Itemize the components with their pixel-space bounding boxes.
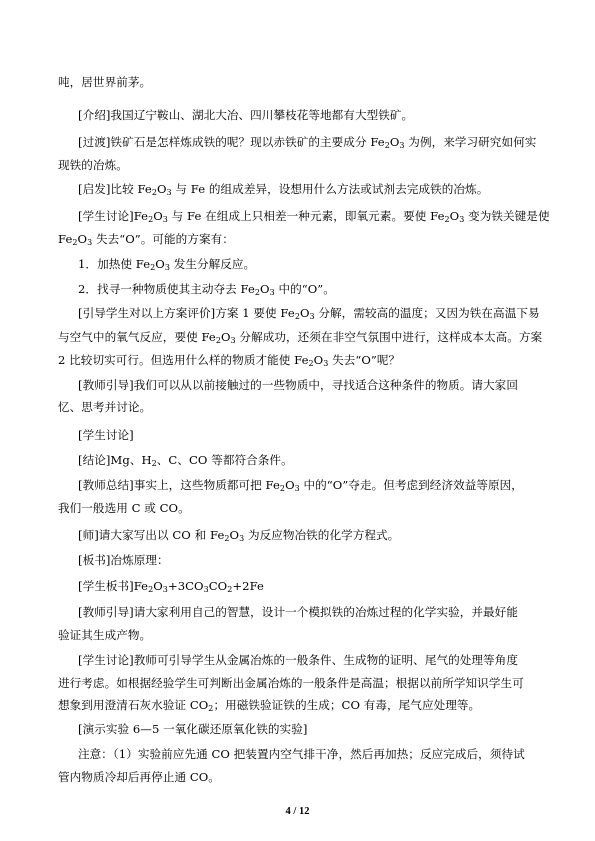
text-line: [引导学生对以上方案评价]方案 1 要使 $Fe_2O_3$ 分解，需较高的温度；又因为铁在高温下易 <box>78 306 540 322</box>
text-line: [学生板书]$Fe_2O_3+3CO_3CO_2+2Fe$ <box>78 579 264 595</box>
text-line: [学生讨论]$Fe_2O_3$ 与 Fe 在组成上只相差一种元素，即氧元素。要使 $Fe_2O_3$ 变为铁关键是使 <box>78 208 550 224</box>
text-line: 2 比较切实可行。但选用什么样的物质才能使 $Fe_2O_3$ 失去“O”呢？ <box>58 352 401 368</box>
text-line: [过渡]铁矿石是怎样炼成铁的呢？现以赤铁矿的主要成分 $Fe_2O_3$ 为例，来学习研究如何实 <box>78 135 537 151</box>
text-line: 2．找寻一种物质使其主动夺去 $Fe_2O_3$ 中的“O”。 <box>78 282 335 297</box>
text-line: 进行考虑。如根据经验学生可判断出金属冶炼的一般条件是高温；根据以前所学知识学生可 <box>58 675 524 690</box>
text-line: 1．加热使 $Fe_2O_3$ 发生分解反应。 <box>78 256 256 272</box>
text-line: 与空气中的氧气反应，要使 $Fe_2O_3$ 分解成功，还须在非空气氛围中进行，这样成本太高。方案 <box>58 329 543 345</box>
text-line: [教师引导]请大家利用自己的智慧，设计一个模拟铁的冶炼过程的化学实验，并最好能 <box>78 605 518 620</box>
text-line: [学生讨论] <box>78 427 134 442</box>
text-line: 管内物质冷却后再停止通 CO。 <box>58 769 220 784</box>
page-number: 4 / 12 <box>285 806 310 817</box>
text-line: [师]请大家写出以 CO 和 $Fe_2O_3$ 为反应物冶铁的化学方程式。 <box>78 528 400 544</box>
text-line: [板书]冶炼原理： <box>78 552 169 567</box>
text-line: [介绍]我国辽宁鞍山、湖北大冶、四川攀枝花等地都有大型铁矿。 <box>78 108 414 123</box>
text-line: [学生讨论]教师可引导学生从金属冶炼的一般条件、生成物的证明、尾气的处理等角度 <box>78 653 518 668</box>
text-line: 忆、思考并讨论。 <box>58 400 152 415</box>
text-line: 想象到用澄清石灰水验证 $CO_2$；用磁铁验证铁的生成；CO 有毒，尾气应处理等。 <box>58 698 481 714</box>
text-line: 现铁的冶炼。 <box>58 157 128 172</box>
text-line: 验证其生成产物。 <box>58 627 152 642</box>
text-line: [教师总结]事实上，这些物质都可把 $Fe_2O_3$ 中的“O”夺走。但考虑到经济效益等原因， <box>78 478 523 494</box>
text-line: 注意：（1）实验前应先通 CO 把装置内空气排干净，然后再加热；反应完成后，须待试 <box>78 747 525 762</box>
text-line: [启发]比较 $Fe_2O_3$ 与 Fe 的组成差异，设想用什么方法或试剂去完成铁的冶炼。 <box>78 182 489 198</box>
text-line: [教师引导]我们可以从以前接触过的一些物质中，寻找适合这种条件的物质。请大家回 <box>78 377 518 392</box>
text-line: $Fe_2O_3$ 失去“O”。可能的方案有： <box>58 232 234 248</box>
text-line: 吨，居世界前茅。 <box>58 75 152 90</box>
text-line: 我们一般选用 C 或 CO。 <box>58 501 190 516</box>
text-line: [演示实验 6—5 一氧化碳还原氧化铁的实验] <box>78 721 308 736</box>
text-line: [结论]Mg、$H_2$、C、CO 等都符合条件。 <box>78 453 293 469</box>
